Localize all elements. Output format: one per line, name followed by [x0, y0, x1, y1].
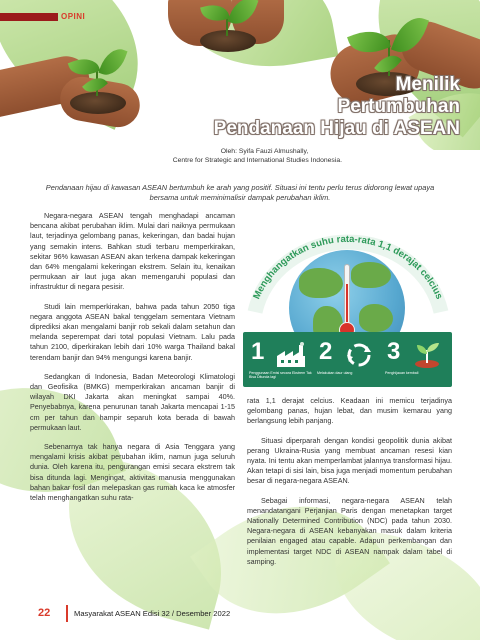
publication-info: Masyarakat ASEAN Edisi 32 / Desember 2022	[74, 609, 231, 618]
step-2	[315, 338, 383, 384]
step-text: Melakukan daur ulang	[317, 371, 353, 375]
article-title	[160, 74, 460, 140]
recycle-icon	[343, 342, 375, 368]
page-number: 22	[38, 607, 51, 619]
paragraph: Sebagai informasi, negara-negara ASEAN telah menandatangani Perjanjian Paris dengan menetapkan target Nationally Determined Contribution (NDC) pada tahun 2030. Negara-negara di ASEAN kebanyakan masuk dalam kriteria penilaian engaged atau capable. Adapun perkembangan dan implementasi target NDC di ASEAN nampak dalam tabel di samping.	[247, 495, 452, 566]
thermometer-icon	[339, 264, 355, 340]
step-number: 2	[319, 338, 333, 365]
step-text: Penggunaan Emisi secara Ekstrem Tak Bisa Ditunda lagi	[249, 371, 312, 380]
section-tag	[0, 12, 85, 21]
right-column	[247, 396, 452, 576]
paragraph: Studi lain memperkirakan, bahwa pada tahun 2050 tiga negara anggota ASEAN bakal tenggelam sementara Vietnam diprediksi akan mengalami banjir rob sekali dalam setahun dan melanda seperempat dari total populasi Vietnam. Lalu pada tahun 2100, diperkirakan lebih dari 10% warga Thailand bakal terendam banjir dan 94% mengungsi karena banjir.	[30, 301, 235, 362]
article-lead: Pendanaan hijau di kawasan ASEAN bertumbuh ke arah yang positif. Situasi ini tentu perlu terus didorong lewat upaya bersama untuk meminimalisir dampak perubahan iklim.	[45, 183, 435, 202]
step-text: Penghijauan kembali	[385, 371, 419, 375]
paragraph: Negara-negara ASEAN tengah menghadapi ancaman bencana akibat perubahan iklim. Mulai dari naiknya permukaan laut, terjadinya gelombang panas, kekeringan, dan badai hujan yang semakin intens. Bahkan studi terbaru memperkirakan, sekitar 96% kawasan ASEAN akan terkena dampak kekeringan dan 64% mengalami kekeringan ekstrem. Selain itu, kenaikan permukaan air laut juga akan memengaruhi populasi dan infrastruktur di negara pesisir.	[30, 211, 235, 292]
step-number: 1	[251, 338, 265, 365]
infographic	[243, 220, 452, 387]
left-column	[30, 211, 235, 512]
step-1	[247, 338, 315, 384]
title-line: Pendanaan Hijau di ASEAN	[213, 118, 460, 139]
plant-icon	[411, 342, 443, 368]
factory-icon	[275, 342, 307, 368]
soil-mound	[200, 30, 256, 52]
title-line: Menilik	[395, 74, 460, 95]
step-3	[383, 338, 451, 384]
arc-text: Menghangatkan suhu rata-rata 1,1 derajat celcius	[251, 233, 445, 301]
footer-divider	[66, 605, 68, 622]
paragraph: rata 1,1 derajat celcius. Keadaan ini memicu terjadinya gelombang panas, hujan lebat, dan musim kemarau yang berlangsung lebih panjang.	[247, 396, 452, 426]
section-bar	[0, 13, 58, 21]
affiliation: Centre for Strategic and International Studies Indonesia.	[172, 157, 342, 164]
section-label: OPINI	[61, 12, 86, 21]
byline	[172, 147, 342, 165]
title-line: Pertumbuhan	[337, 96, 460, 117]
paragraph: Sebenarnya tak hanya negara di Asia Tenggara yang mengalami krisis akibat perubahan iklim, namun juga seluruh dunia. Oleh karena itu, pengurangan emisi secara ekstrem tak bisa ditunda lagi. Mengingat, aktivitas manusia menggunakan bahan bakar fosil dan melepaskan gas rumah kaca ke atmosfer telah menghangatkan suhu rata-	[30, 442, 235, 503]
page-footer	[0, 605, 480, 625]
step-number: 3	[387, 338, 401, 365]
paragraph: Situasi diperparah dengan kondisi geopolitik dunia akibat perang Ukraina-Rusia yang membuat ancaman resesi kian nyata. Ini tentu akan memperlambat jalannya transformasi hijau. Akan tetapi di sisi lain, bisa juga menjadi momentum perubahan besar di negara-negara ASEAN.	[247, 435, 452, 486]
paragraph: Sedangkan di Indonesia, Badan Meteorologi Klimatologi dan Geofisika (BMKG) memperkirakan ancaman banjir di wilayah DKI Jakarta akan meningkat sampai 40%. Penyebabnya, karena penurunan tanah Jakarta mencapai 1-15 cm per tahun dan hampir separuh kota berada di bawah permukaan laut.	[30, 371, 235, 432]
soil-mound	[70, 92, 126, 114]
author: Oleh: Syifa Fauzi Almushally,	[220, 148, 309, 155]
